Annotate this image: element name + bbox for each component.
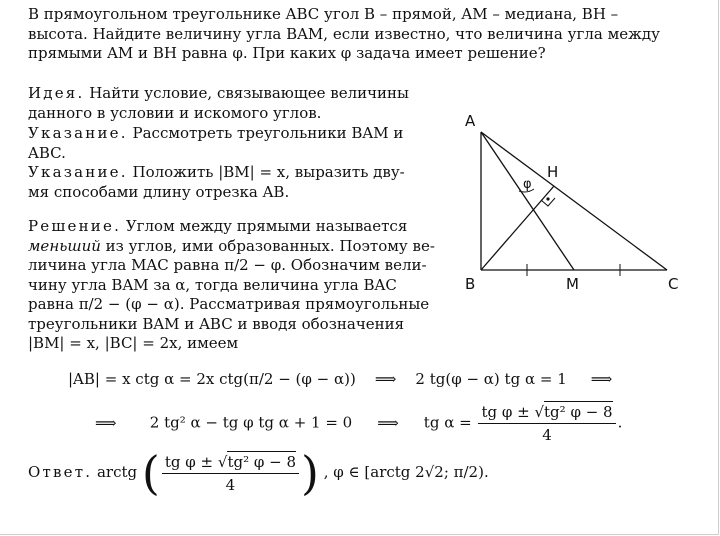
equation-2	[95, 403, 622, 444]
problem-statement	[28, 5, 683, 64]
solution-label: Решение.	[28, 217, 122, 235]
right-angle-dot	[546, 197, 549, 200]
solution-fraction: $\frac{\text{tg φ ± √tg² φ − 8}}{4}$	[478, 403, 615, 444]
solution-line-3: личина угла MAC равна π/2 − φ. Обозначим вели-	[28, 256, 427, 274]
solution-line-4: чину угла BAM за α, тогда величина угла BAC	[28, 275, 397, 294]
answer-numerator: tg φ ±	[164, 452, 218, 471]
solution-emphasis: меньший	[28, 236, 101, 255]
side-ac	[481, 132, 667, 270]
implies-arrow-4: ⟹	[377, 413, 399, 432]
label-b: B	[465, 275, 476, 293]
problem-line-2: высота. Найдите величину угла BAM, если известно, что величина угла между	[28, 24, 660, 43]
hint-2-line-2: мя способами длину отрезка AB.	[28, 182, 290, 201]
fraction-denominator: 4	[542, 426, 552, 444]
altitude-bh	[481, 186, 554, 270]
problem-line-3: прямыми AM и BH равна φ. При каких φ задача имеет решение?	[28, 44, 546, 62]
solution-line-1: Углом между прямыми называется	[125, 217, 408, 235]
right-paren: )	[301, 446, 319, 500]
idea-paragraph	[28, 84, 442, 123]
problem-line-1: В прямоугольном треугольнике ABC угол B – прямой, AM – медиана, BH –	[28, 5, 619, 23]
hint-2-line-1: Положить |BM| = x, выразить дву-	[132, 163, 405, 181]
solution-line-2: из углов, ими образованных. Поэтому ве-	[105, 236, 435, 255]
equation-1-left: |AB| = x ctg α = 2x ctg(π/2 − (φ − α))	[68, 370, 356, 388]
hint-2-paragraph	[28, 163, 442, 202]
equation-2-left: 2 tg² α − tg φ tg α + 1 = 0	[149, 413, 353, 432]
answer-function: arctg	[96, 463, 138, 481]
solution-line-7: |BM| = x, |BC| = 2x, имеем	[28, 334, 239, 352]
equation-1-right: 2 tg(φ − α) tg α = 1	[415, 370, 567, 388]
hint-2-label: Указание.	[28, 163, 128, 181]
answer-line	[28, 446, 489, 500]
hint-1-line-1: Рассмотреть треугольники BAM и	[132, 124, 404, 142]
hint-1-paragraph	[28, 124, 442, 163]
triangle-figure	[455, 100, 695, 300]
fraction-numerator: tg φ ±	[481, 403, 535, 421]
equation-2-lhs: tg α =	[423, 413, 472, 432]
hint-1-line-2: ABC.	[28, 143, 66, 162]
label-a: A	[465, 112, 476, 130]
answer-denominator: 4	[225, 475, 236, 494]
fraction-radicand: tg² φ − 8	[544, 403, 613, 421]
equation-period: .	[617, 413, 623, 432]
answer-radicand: tg² φ − 8	[227, 452, 296, 471]
label-phi: φ	[523, 177, 532, 192]
label-m: M	[566, 275, 579, 293]
left-paren: (	[141, 446, 160, 500]
hint-1-label: Указание.	[28, 124, 128, 142]
implies-arrow-1: ⟹	[374, 370, 397, 388]
median-am	[481, 132, 574, 270]
idea-line-1: Найти условие, связывающее величины	[89, 84, 409, 102]
implies-arrow-2: ⟹	[590, 370, 613, 388]
label-h: H	[547, 163, 559, 181]
answer-tail: , φ ∈ [arctg 2√2; π/2).	[323, 463, 489, 481]
answer-label: Ответ.	[28, 463, 93, 481]
idea-label: Идея.	[28, 84, 85, 102]
solution-line-5: равна π/2 − (φ − α). Рассматривая прямоугольные	[28, 295, 430, 313]
idea-line-2: данного в условии и искомого углов.	[28, 103, 322, 122]
solution-paragraph	[28, 217, 442, 354]
solution-line-6: треугольники BAM и ABC и вводя обозначения	[28, 314, 405, 333]
answer-fraction: $\frac{\text{tg φ ± √tg² φ − 8}}{4}$	[162, 453, 299, 494]
label-c: C	[668, 275, 679, 293]
equation-1	[68, 370, 632, 388]
implies-arrow-3: ⟹	[95, 413, 117, 432]
